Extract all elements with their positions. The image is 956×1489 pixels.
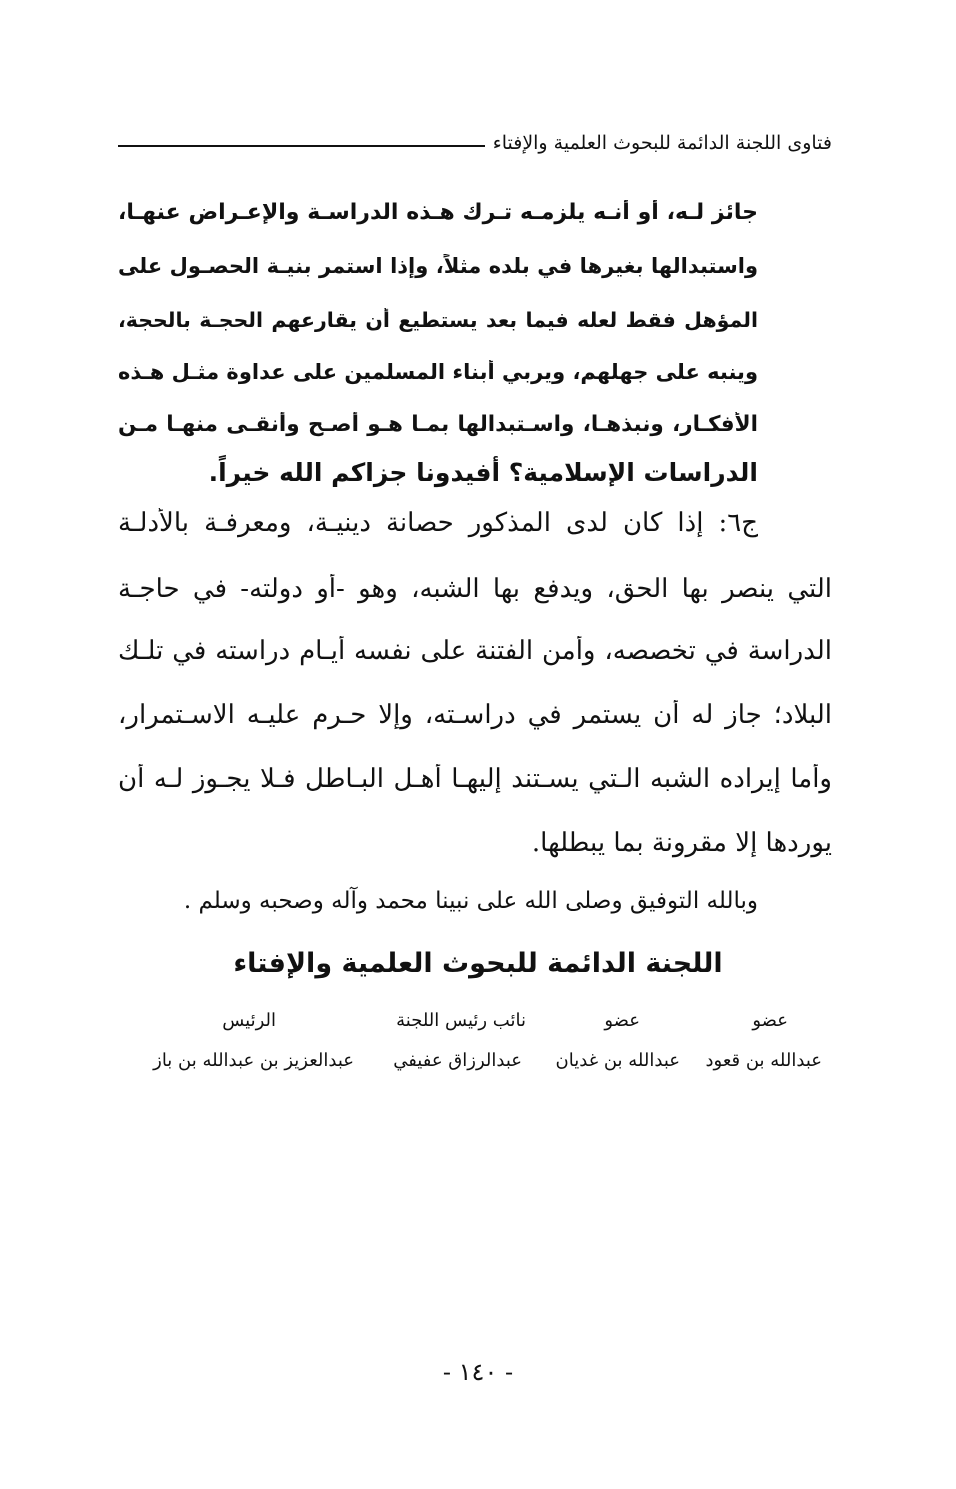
committee-title: اللجنة الدائمة للبحوث العلمية والإفتاء	[233, 948, 723, 979]
question-line: الدراسات الإسلامية؟ أفيدونا جزاكم الله خيراً.	[208, 458, 758, 487]
running-header	[118, 128, 832, 158]
answer-line: يوردها إلا مقرونة بما يبطلها.	[531, 828, 832, 858]
signatory-role: نائب رئيس اللجنة	[396, 1010, 526, 1031]
header-rule	[118, 145, 485, 147]
question-line: جائز لـه، أو أنـه يلزمـه تـرك هـذه الدراسـة والإعـراض عنهـا،	[118, 200, 758, 225]
answer-line: وأما إيراده الشبه الـتي يسـتند إليهـا أهـل البـاطل فـلا يجـوز لـه أن	[118, 764, 832, 794]
question-line: الأفكـار، ونبذهـا، واسـتبدالها بمـا هـو أصـح وأنقـى منهـا مـن	[118, 412, 758, 437]
signatory-name: عبدالله بن غديان	[555, 1050, 680, 1071]
page-number: - ١٤٠ -	[442, 1358, 514, 1386]
answer-line: التي ينصر بها الحق، ويدفع بها الشبه، وهو -أو دولته- في حاجـة	[118, 574, 832, 604]
answer-line: ج٦: إذا كان لدى المذكور حصانة دينيـة، ومعرفـة بالأدلـة	[118, 508, 758, 538]
signatory-role: عضو	[752, 1010, 788, 1031]
closing-line: وبالله التوفيق وصلى الله على نبينا محمد وآله وصحبه وسلم .	[183, 888, 758, 914]
answer-line: الدراسة في تخصصه، وأمن الفتنة على نفسه أيـام دراسته في تلـك	[118, 636, 832, 666]
signatory-name: عبدالعزيز بن عبدالله بن باز	[153, 1050, 354, 1071]
signatory-role: عضو	[604, 1010, 640, 1031]
question-line: واستبدالها بغيرها في بلده مثلاً، وإذا استمر بنيـة الحصـول على	[118, 254, 758, 278]
signatory-name: عبدالله بن قعود	[705, 1050, 822, 1071]
signatory-role: الرئيس	[222, 1010, 276, 1031]
question-line: المؤهل فقط لعله فيما بعد يستطيع أن يقارعهم الحجـة بالحجة،	[118, 308, 758, 332]
question-line: وينبه على جهلهم، ويربي أبناء المسلمين على عداوة مثـل هـذه	[118, 360, 758, 384]
answer-line: البلاد؛ جاز له أن يستمر في دراسـته، وإلا حـرم عليـه الاسـتمرار،	[118, 700, 832, 730]
header-title: فتاوى اللجنة الدائمة للبحوث العلمية والإفتاء	[492, 132, 832, 154]
signatory-name: عبدالرزاق عفيفي	[393, 1050, 522, 1071]
